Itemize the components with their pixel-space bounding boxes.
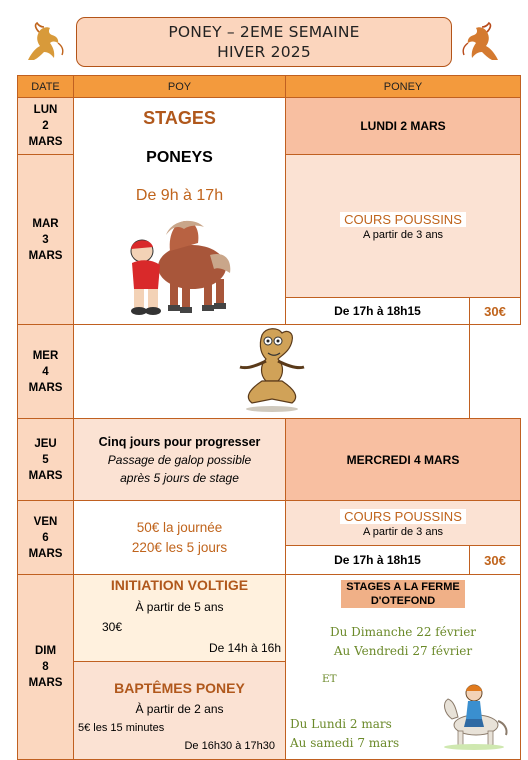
stage-days-line: après 5 jours de stage <box>120 470 239 485</box>
day-cell-lun: LUN 2 MARS <box>18 98 74 155</box>
ferme-date-3: Du Lundi 2 mars <box>290 717 392 731</box>
bapteme-price: 5€ les 15 minutes <box>78 721 165 734</box>
horse-logo-right-icon <box>460 22 504 64</box>
bapteme-title: BAPTÊMES PONEY <box>114 679 245 696</box>
horse-logo-left-icon <box>22 22 66 64</box>
ferme-date-1: Du Dimanche 22 février <box>329 625 477 639</box>
horse-meditation-cell <box>74 325 470 419</box>
cours-poussins-2-title: COURS POUSSINS <box>340 509 466 524</box>
ferme-et: ET <box>322 673 337 685</box>
poneys-heading: PONEYS <box>146 149 213 166</box>
meditating-horse-illustration <box>232 325 312 413</box>
cours-poussins-1-title: COURS POUSSINS <box>340 212 466 227</box>
title-line-2: HIVER 2025 <box>217 43 311 61</box>
stage-prices-cell <box>74 501 286 575</box>
price-per-day: 50€ la journée <box>136 519 223 535</box>
voltige-age: À partir de 5 ans <box>135 599 224 614</box>
schedule-table <box>17 75 521 760</box>
voltige-hours: De 14h à 16h <box>208 640 281 655</box>
day-cell-ven: VEN 6 MARS <box>18 501 74 575</box>
ferme-date-2: Au Vendredi 27 février <box>333 644 473 658</box>
column-header-date: DATE <box>18 76 74 98</box>
bapteme-hours: De 16h30 à 17h30 <box>184 739 275 752</box>
poney-mercredi-cell: MERCREDI 4 MARS <box>286 419 521 501</box>
day-cell-dim: DIM 8 MARS <box>18 575 74 760</box>
cours-poussins-2-age: A partir de 3 ans <box>362 526 444 538</box>
cours-poussins-1-age: A partir de 3 ans <box>362 229 444 241</box>
poy-stages-cell <box>74 98 286 325</box>
title-line-1: PONEY – 2EME SEMAINE <box>168 23 360 41</box>
cours-poussins-1-cell <box>286 155 521 298</box>
day-cell-jeu: JEU 5 MARS <box>18 419 74 501</box>
bapteme-age: À partir de 2 ans <box>135 701 224 716</box>
galop-line: Passage de galop possible <box>107 452 252 467</box>
price-per-week: 220€ les 5 jours <box>131 539 228 555</box>
page-title <box>76 17 452 67</box>
progression-cell <box>74 419 286 501</box>
ferme-date-4: Au samedi 7 mars <box>290 736 400 750</box>
voltige-title: INITIATION VOLTIGE <box>110 577 249 593</box>
column-header-poney: PONEY <box>286 76 521 98</box>
ferme-title: STAGES A LA FERME D'OTEFOND <box>341 580 464 608</box>
poney-lundi-cell: LUNDI 2 MARS <box>286 98 521 155</box>
day-cell-mer: MER 4 MARS <box>18 325 74 419</box>
cours-poussins-2-price: 30€ <box>470 546 521 575</box>
voltige-price: 30€ <box>102 620 123 635</box>
cours-poussins-1-hours: De 17h à 18h15 <box>286 298 470 325</box>
voltige-cell <box>74 575 286 662</box>
progression-title: Cinq jours pour progresser <box>98 434 261 449</box>
day-cell-mar: MAR 3 MARS <box>18 155 74 325</box>
bapteme-cell <box>74 662 286 760</box>
ferme-stages-cell <box>286 575 521 760</box>
cours-poussins-1-price: 30€ <box>470 298 521 325</box>
child-on-pony-illustration <box>438 679 510 751</box>
stage-hours: De 9h à 17h <box>135 187 224 204</box>
pony-with-child-illustration <box>120 215 240 319</box>
stages-heading: STAGES <box>143 108 216 128</box>
cours-poussins-2-cell <box>286 501 521 546</box>
cours-poussins-2-hours: De 17h à 18h15 <box>286 546 470 575</box>
column-header-poy: POY <box>74 76 286 98</box>
